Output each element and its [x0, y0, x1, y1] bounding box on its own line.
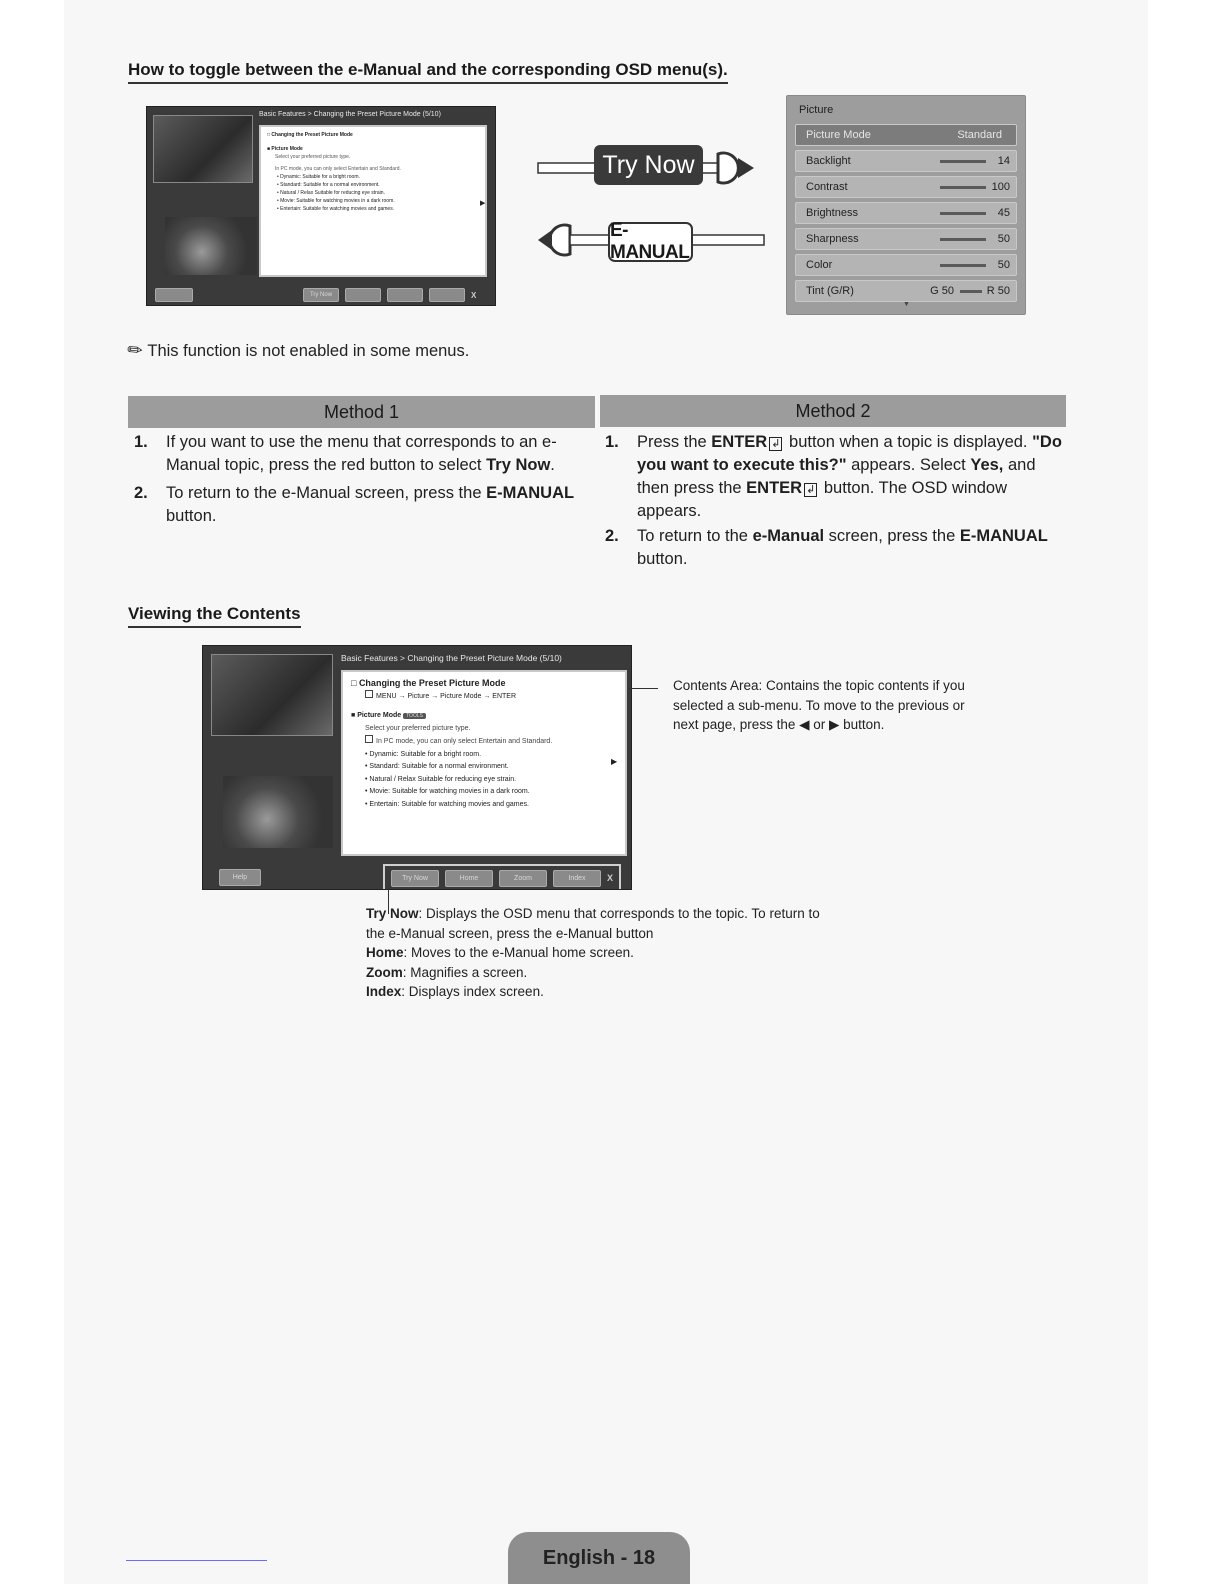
- try-now-badge: Try Now: [594, 145, 703, 185]
- menu-path: MENU → Picture → Picture Mode → ENTER: [351, 690, 617, 704]
- osd-picture-menu: [786, 95, 1026, 315]
- emanual-icon-cluster: [165, 217, 257, 275]
- note-line: In PC mode, you can only select Entertain and Standard.: [275, 166, 401, 172]
- home-button[interactable]: Home: [445, 870, 493, 887]
- close-button[interactable]: X: [471, 290, 477, 300]
- method-2-header: Method 2: [600, 395, 1066, 427]
- enter-icon: ↲: [806, 484, 816, 496]
- subheading: Picture Mode: [271, 146, 303, 152]
- bullet: • Entertain: Suitable for watching movies and games.: [277, 206, 395, 212]
- e-manual-badge: E-MANUAL: [608, 222, 693, 262]
- index-button[interactable]: Index: [553, 870, 601, 887]
- legend-index: Index: Displays index screen.: [366, 984, 544, 999]
- button-bar: [383, 864, 621, 890]
- bullet: • Dynamic: Suitable for a bright room.: [277, 174, 360, 180]
- button-bar: [303, 288, 476, 302]
- osd-row-picture-mode[interactable]: Picture Mode Standard: [795, 124, 1017, 146]
- button-bar: [155, 288, 193, 302]
- emanual-header: Basic Features > Changing the Preset Picture Mode (5/10): [259, 111, 441, 118]
- menu-icon: [365, 690, 373, 698]
- callout-line-contents: [628, 688, 658, 689]
- left-arrow-icon: [550, 225, 570, 255]
- osd-row-sharpness[interactable]: Sharpness 50: [795, 228, 1017, 250]
- method-2-step-2: 2. To return to the e-Manual screen, press the E-MANUAL button.: [605, 527, 1048, 568]
- legend-try-now: Try Now: Displays the OSD menu that corresponds to the topic. To return to the e-Manual screen, press the e-Manual button: [366, 906, 820, 941]
- osd-slider: [940, 264, 986, 267]
- osd-slider: [940, 160, 986, 163]
- emanual-screenshot-small: [146, 106, 496, 306]
- bullet: • Standard: Suitable for a normal environment.: [277, 182, 380, 188]
- try-now-button[interactable]: Try Now: [303, 288, 339, 302]
- topic-title: Changing the Preset Picture Mode: [358, 678, 506, 688]
- arrow-shaft: [538, 163, 598, 173]
- section-title-toggle: How to toggle between the e-Manual and the corresponding OSD menu(s).: [128, 60, 728, 84]
- home-button[interactable]: [345, 288, 381, 302]
- right-arrow-head: [738, 158, 754, 178]
- method-1-step-1: 1. If you want to use the menu that corresponds to an e-Manual topic, press the red button to select Try Now.: [134, 433, 557, 474]
- osd-row-tint[interactable]: Tint (G/R) G 50 R 50: [795, 280, 1017, 302]
- method-2-step-1: 1. Press the ENTER ↲ button when a topic is displayed. "Do you want to execute this?" appears. Select Yes, and then press the ENTER ↲ button. The OSD window appears.: [605, 433, 1062, 520]
- enter-icon: ↲: [771, 438, 781, 450]
- osd-slider: [940, 212, 986, 215]
- method-1-header: Method 1: [128, 396, 595, 428]
- right-arrow-icon: [718, 153, 738, 183]
- osd-slider: [940, 238, 986, 241]
- bullet: • Natural / Relax Suitable for reducing eye strain.: [365, 775, 517, 783]
- help-button[interactable]: Help: [219, 869, 261, 886]
- bullet: • Entertain: Suitable for watching movies and games.: [365, 800, 529, 808]
- index-button[interactable]: [429, 288, 465, 302]
- bullet: • Movie: Suitable for watching movies in a dark room.: [365, 788, 530, 795]
- emanual-screenshot-large: [202, 645, 632, 890]
- bullet: • Dynamic: Suitable for a bright room.: [365, 750, 482, 758]
- zoom-button[interactable]: Zoom: [499, 870, 547, 887]
- video-thumbnail: [211, 654, 333, 736]
- emanual-header: Basic Features > Changing the Preset Picture Mode (5/10): [341, 653, 562, 663]
- desc: Select your preferred picture type.: [275, 154, 351, 160]
- contents-area-callout: Contents Area: Contains the topic contents if you selected a sub-menu. To move to the previous or next page, press the ◀ or ▶ button.: [673, 678, 965, 732]
- note: ✎ This function is not enabled in some menus.: [123, 337, 470, 363]
- bullet: • Standard: Suitable for a normal environment.: [365, 763, 509, 770]
- note-pencil-icon: ✎: [123, 337, 148, 363]
- osd-row-brightness[interactable]: Brightness 45: [795, 202, 1017, 224]
- subheading: Picture Mode: [357, 712, 402, 719]
- video-thumbnail: [153, 115, 253, 183]
- emanual-icon-cluster: [223, 776, 333, 848]
- button-legend: [366, 904, 826, 1002]
- legend-zoom: Zoom: Magnifies a screen.: [366, 964, 528, 980]
- close-button[interactable]: X: [607, 873, 614, 883]
- contents-area[interactable]: □ Changing the Preset Picture Mode ■ Picture Mode Select your preferred picture type. In PC mode, you can only select Entertain and Standard. • Dynamic: Suitable for a bright room. • Standard: Suitable for a normal environment. • Natural / Relax Suitable for reducing eye strain. • Movie: Suitable for watching movies in a dark room. • Entertain: Suitable for watching movies and games.: [259, 125, 487, 277]
- next-page-icon[interactable]: ▶: [611, 757, 618, 766]
- osd-row-backlight[interactable]: Backlight 14: [795, 150, 1017, 172]
- help-button[interactable]: [155, 288, 193, 302]
- osd-row-contrast[interactable]: Contrast 100: [795, 176, 1017, 198]
- note-line: In PC mode, you can only select Entertain and Standard.: [351, 735, 617, 749]
- contents-area[interactable]: □ Changing the Preset Picture Mode MENU → Picture → Picture Mode → ENTER ■ Picture Mode TOOLS Select your preferred picture type. In PC mode, you can only select Entertain and Standard. • Dynamic: Suitable for a bright room. • Standard: Suitable for a normal environment. • Natural / Relax Suitable for reducing eye strain. • Movie: Suitable for watching movies in a dark room. • Entertain: Suitable for watching movies and games.: [341, 670, 627, 856]
- note-icon: [365, 735, 373, 743]
- arrow-shaft: [690, 235, 764, 245]
- arrow-shaft: [570, 235, 612, 245]
- method-1-step-2: 2. To return to the e-Manual screen, press the E-MANUAL button.: [134, 484, 575, 525]
- desc: Select your preferred picture type.: [365, 724, 471, 732]
- next-page-icon[interactable]: ▶: [480, 200, 486, 207]
- osd-slider: [960, 290, 982, 293]
- osd-row-color[interactable]: Color 50: [795, 254, 1017, 276]
- zoom-button[interactable]: [387, 288, 423, 302]
- footer-rule: [126, 1560, 267, 1561]
- page-number: English - 18: [508, 1532, 690, 1584]
- topic-title: Changing the Preset Picture Mode: [271, 132, 353, 138]
- bullet: • Movie: Suitable for watching movies in a dark room.: [277, 198, 395, 204]
- legend-home: Home: Moves to the e-Manual home screen.: [366, 945, 634, 960]
- try-now-button[interactable]: Try Now: [391, 870, 439, 887]
- osd-slider: [940, 186, 986, 189]
- tools-tag: TOOLS: [403, 713, 426, 719]
- osd-title: Picture: [799, 104, 834, 116]
- section-title-viewing-contents: Viewing the Contents: [128, 604, 301, 628]
- left-arrow-head: [538, 230, 552, 250]
- bullet: • Natural / Relax Suitable for reducing eye strain.: [277, 190, 385, 196]
- scroll-down-icon[interactable]: ▼: [903, 301, 910, 308]
